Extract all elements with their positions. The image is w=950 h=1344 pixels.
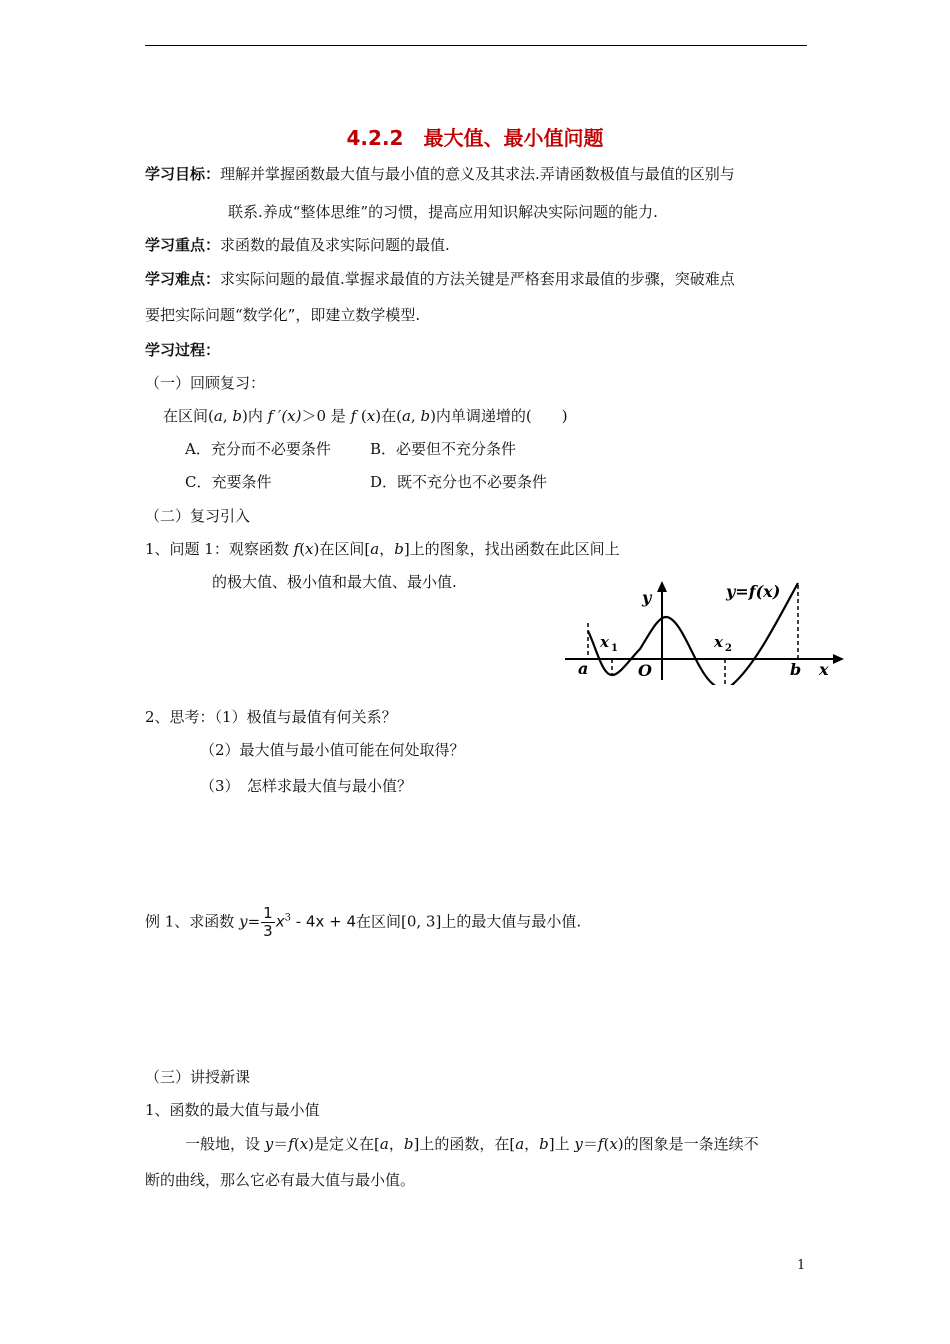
para-var-b: b	[539, 1135, 549, 1153]
q1-part: (	[299, 540, 306, 558]
para-part: ]上	[548, 1135, 575, 1153]
q1-var-a: a	[370, 540, 380, 558]
q-var-a: a	[401, 407, 411, 425]
q-part: 在区间(	[163, 407, 214, 425]
option-d: D．既不充分也不必要条件	[370, 473, 548, 491]
ex1-exponent: 3	[284, 912, 291, 924]
q1-part: 1、问题 1：观察函数	[145, 540, 294, 558]
q-part: ,	[410, 407, 421, 425]
para-part: ＝	[273, 1135, 289, 1153]
problem-1-line-1	[145, 538, 620, 559]
para-part: (	[293, 1135, 300, 1153]
think-line-3: （3） 怎样求最大值与最小值？	[200, 777, 413, 795]
think-line-2: （2）最大值与最小值可能在何处取得？	[200, 741, 465, 759]
section-new-lesson: （三）讲授新课	[145, 1068, 251, 1086]
goal-line-1	[145, 163, 735, 184]
graph-label-a: a	[578, 659, 589, 678]
para-var-y: y	[264, 1135, 274, 1153]
para-part: )的图象是一条连续不	[617, 1135, 759, 1153]
para-var-f: f	[597, 1135, 604, 1153]
graph-label-x2-sub: 2	[725, 643, 732, 654]
problem-1-line-2: 的极大值、极小值和最大值、最小值.	[212, 573, 457, 591]
para-part: 一般地，设	[185, 1135, 265, 1153]
para-var-x: x	[299, 1135, 309, 1153]
example-1	[145, 905, 581, 940]
para-part: ，	[388, 1135, 404, 1153]
diff-label: 学习难点：	[145, 270, 221, 288]
para-part: ]上的函数，在[	[413, 1135, 516, 1153]
q-var-x: x	[366, 407, 376, 425]
graph-label-x1-sub: 1	[611, 643, 618, 654]
q1-part: )在区间[	[313, 540, 371, 558]
para-part: (	[603, 1135, 610, 1153]
definition-line-1	[185, 1133, 759, 1154]
key-point	[145, 234, 450, 255]
ex1-part: 例 1、求函数	[145, 912, 240, 931]
ex1-fraction	[261, 905, 275, 940]
goal-line-2: 联系.养成“整体思维”的习惯，提高应用知识解决实际问题的能力.	[228, 203, 658, 221]
para-var-y: y	[574, 1135, 583, 1153]
goal-text: 理解并掌握函数最大值与最小值的意义及其求法.弄请函数极值与最值的区别与	[220, 165, 735, 183]
q-part: ＞0 是	[301, 407, 351, 425]
ex1-var-y: y	[239, 912, 248, 931]
q-var-f: f	[350, 407, 357, 425]
q1-var-b: b	[394, 540, 404, 558]
section-review: （一）回顾复习：	[145, 374, 266, 392]
graph-label-x-axis: x	[819, 660, 829, 679]
q1-var-f: f	[293, 540, 300, 558]
para-var-a: a	[379, 1135, 389, 1153]
para-part: )是定义在[	[308, 1135, 380, 1153]
q-part: (	[356, 407, 367, 425]
q1-part: ，	[379, 540, 395, 558]
function-graph	[560, 575, 850, 685]
section-intro: （二）复习引入	[145, 507, 251, 525]
difficulty-line-2: 要把实际问题“数学化”，即建立数学模型.	[145, 306, 421, 324]
q-part: ,	[222, 407, 233, 425]
para-part: ，	[524, 1135, 540, 1153]
goal-label: 学习目标：	[145, 165, 221, 183]
key-label: 学习重点：	[145, 236, 221, 254]
ex1-denominator: 3	[263, 922, 273, 940]
option-b: B．必要但不充分条件	[370, 440, 517, 458]
subsection-max-min: 1、函数的最大值与最小值	[145, 1101, 320, 1119]
ex1-part: 在区间[0, 3]上的最大值与最小值.	[356, 912, 582, 931]
think-line-1: 2、思考：（1）极值与最值有何关系？	[145, 708, 397, 726]
para-part: ＝	[582, 1135, 598, 1153]
option-a: A．充分而不必要条件	[185, 440, 331, 458]
q-derivative: f ′(x)	[267, 407, 302, 425]
ex1-var-x: x	[275, 912, 285, 931]
q1-var-x: x	[305, 540, 314, 558]
para-var-a: a	[515, 1135, 525, 1153]
ex1-numerator: 1	[263, 904, 273, 922]
q-var-b: b	[232, 407, 242, 425]
q-part: )在(	[375, 407, 402, 425]
q-var-b: b	[420, 407, 431, 425]
para-var-f: f	[288, 1135, 294, 1153]
para-var-x: x	[609, 1135, 618, 1153]
key-text: 求函数的最值及求实际问题的最值.	[220, 236, 450, 254]
q-var-a: a	[213, 407, 223, 425]
q1-part: ]上的图象，找出函数在此区间上	[403, 540, 620, 558]
ex1-equals: =	[247, 912, 261, 931]
graph-label-y: y	[642, 588, 652, 607]
graph-label-fx: y=f(x)	[726, 582, 781, 601]
graph-label-b: b	[790, 660, 802, 679]
definition-line-2: 断的曲线，那么它必有最大值与最小值。	[145, 1171, 416, 1189]
difficulty-line-1	[145, 268, 735, 289]
q-part: )内	[241, 407, 268, 425]
diff-text: 求实际问题的最值.掌握求最值的方法关键是严格套用求最值的步骤，突破难点	[220, 270, 735, 288]
graph-label-origin: O	[638, 661, 652, 680]
header-rule	[145, 45, 807, 46]
para-var-b: b	[403, 1135, 414, 1153]
y-axis-arrow-icon	[657, 581, 667, 592]
x-axis-arrow-icon	[833, 654, 844, 664]
q-part: )内单调递增的( )	[430, 407, 568, 425]
review-question	[163, 405, 568, 426]
page-title: 4.2.2 最大值、最小值问题	[346, 126, 604, 150]
page-number: 1	[797, 1258, 806, 1273]
process-label: 学习过程：	[145, 341, 221, 359]
option-c: C．充要条件	[185, 473, 272, 491]
graph-label-x1: x	[600, 633, 609, 651]
graph-label-x2: x	[714, 633, 723, 651]
ex1-terms: - 4x + 4	[290, 912, 356, 931]
